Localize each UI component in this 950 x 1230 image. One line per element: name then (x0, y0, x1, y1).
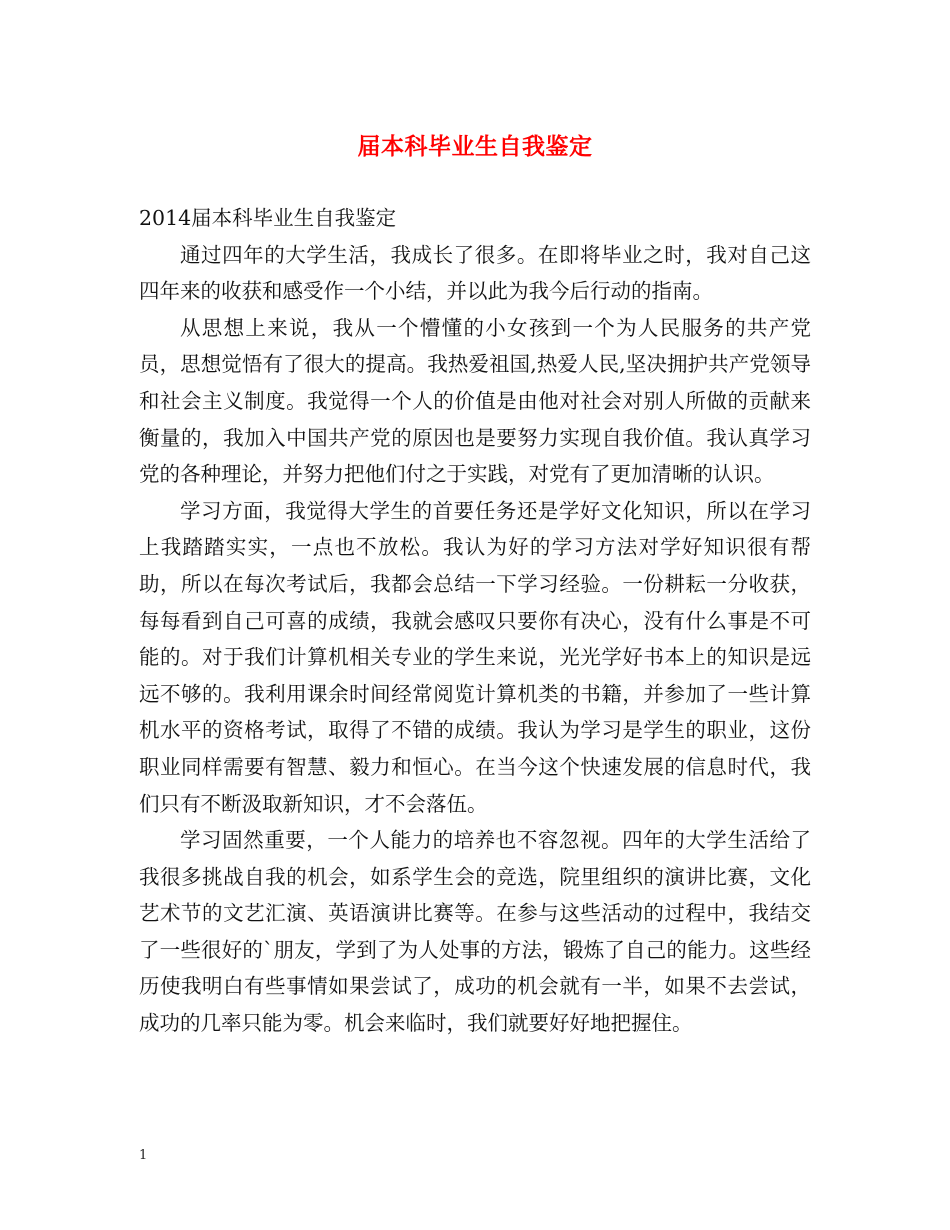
document-body (139, 200, 811, 1042)
paragraph-intro: 通过四年的大学生活，我成长了很多。在即将毕业之时，我对自己这四年来的收获和感受作一个小结，并以此为我今后行动的指南。 (139, 242, 811, 304)
paragraph-thought: 从思想上来说，我从一个懵懂的小女孩到一个为人民服务的共产党员，思想觉悟有了很大的提高。我热爱祖国,热爱人民,坚决拥护共产党领导和社会主义制度。我觉得一个人的价值是由他对社会对别人所做的贡献来衡量的，我加入中国共产党的原因也是要努力实现自我价值。我认真学习党的各种理论，并努力把他们付之于实践，对党有了更加清晰的认识。 (139, 315, 811, 487)
paragraph-study: 学习方面，我觉得大学生的首要任务还是学好文化知识，所以在学习上我踏踏实实，一点也不放松。我认为好的学习方法对学好知识很有帮助，所以在每次考试后，我都会总结一下学习经验。一份耕耘一分收获，每每看到自己可喜的成绩，我就会感叹只要你有决心，没有什么事是不可能的。对于我们计算机相关专业的学生来说，光光学好书本上的知识是远远不够的。我利用课余时间经常阅览计算机类的书籍，并参加了一些计算机水平的资格考试，取得了不错的成绩。我认为学习是学生的职业，这份职业同样需要有智慧、毅力和恒心。在当今这个快速发展的信息时代，我们只有不断汲取新知识，才不会落伍。 (139, 498, 811, 816)
document-subtitle: 2014届本科毕业生自我鉴定 (139, 206, 397, 230)
paragraph-ability: 学习固然重要，一个人能力的培养也不容忽视。四年的大学生活给了我很多挑战自我的机会，如系学生会的竞选，院里组织的演讲比赛，文化艺术节的文艺汇演、英语演讲比赛等。在参与这些活动的过程中，我结交了一些很好的`朋友，学到了为人处事的方法，锻炼了自己的能力。这些经历使我明白有些事情如果尝试了，成功的机会就有一半，如果不去尝试，成功的几率只能为零。机会来临时，我们就要好好地把握住。 (139, 828, 811, 1036)
page-number: 1 (139, 1148, 148, 1163)
document-title: 届本科毕业生自我鉴定 (357, 133, 593, 160)
